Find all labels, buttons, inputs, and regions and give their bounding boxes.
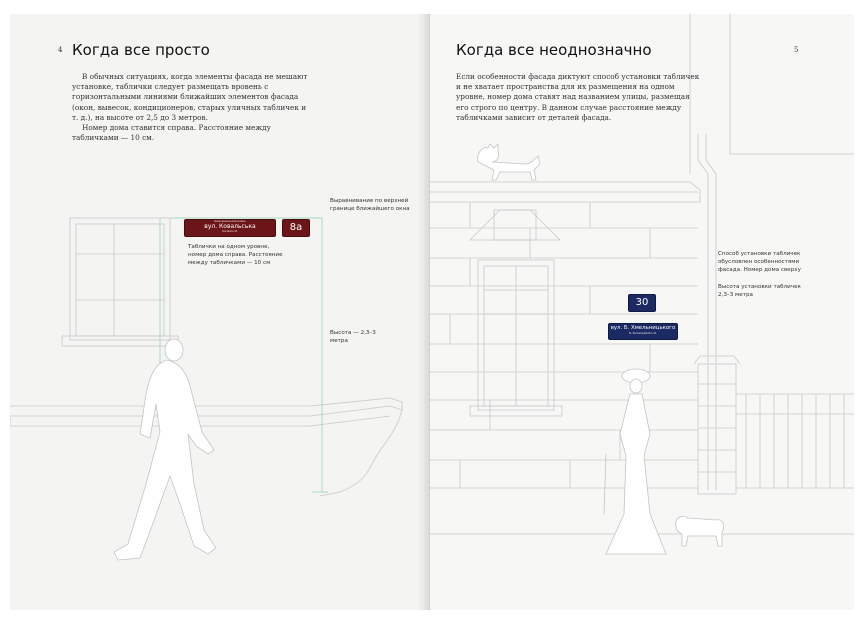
body-text (456, 72, 700, 123)
body-text (72, 72, 312, 143)
house-number-sign: 30 (628, 294, 656, 312)
paragraph: Если особенности фасада диктуют способ установки табличек и не хватает пространства для их размещения на одном уровне, номер дома ставят над названием улицы, размещая его строго по центру. В данном случае расстояние между табличками зависит от деталей фасада. (456, 72, 700, 122)
left-page (10, 14, 430, 610)
annotation-method: Способ установки табличек обусловлен особенностями фасада. Номер дома сверху (718, 251, 801, 273)
paragraph: В обычных ситуациях, когда элементы фасада не мешают установке, таблички следует размещать вровень с горизонтальными линиями ближайших элементов фасада (окон, вывесок, кондиционеров, старых уличных табличек и т. д.), на высоте от 2,5 до 3 метров. (72, 72, 308, 122)
street-name-sign: вул. Б. Хмельницького B. Khmelnytskoho St. (608, 323, 678, 340)
annotation-same-level: Таблички на одном уровне, номер дома справа. Расстояние между табличками — 10 см (188, 244, 283, 266)
paragraph: Номер дома ставится справа. Расстояние между табличками — 10 см. (72, 123, 271, 143)
right-page (430, 14, 854, 610)
page-number: 4 (58, 46, 63, 54)
page-title: Когда все неоднозначно (456, 41, 652, 59)
annotation-height: Высота установки табличек 2,3–3 метра (718, 284, 801, 298)
house-number-sign: 8а (282, 219, 310, 237)
page-number: 5 (794, 46, 799, 54)
page-title: Когда все просто (72, 41, 210, 59)
annotation-alignment: Выравнивание по верхней границе ближайшего окна (330, 198, 410, 212)
annotation-height: Высота — 2,3–3 метра (330, 330, 376, 344)
street-name-sign: Шевченківський район вул. Ковальська Kovalska St. (184, 219, 276, 237)
